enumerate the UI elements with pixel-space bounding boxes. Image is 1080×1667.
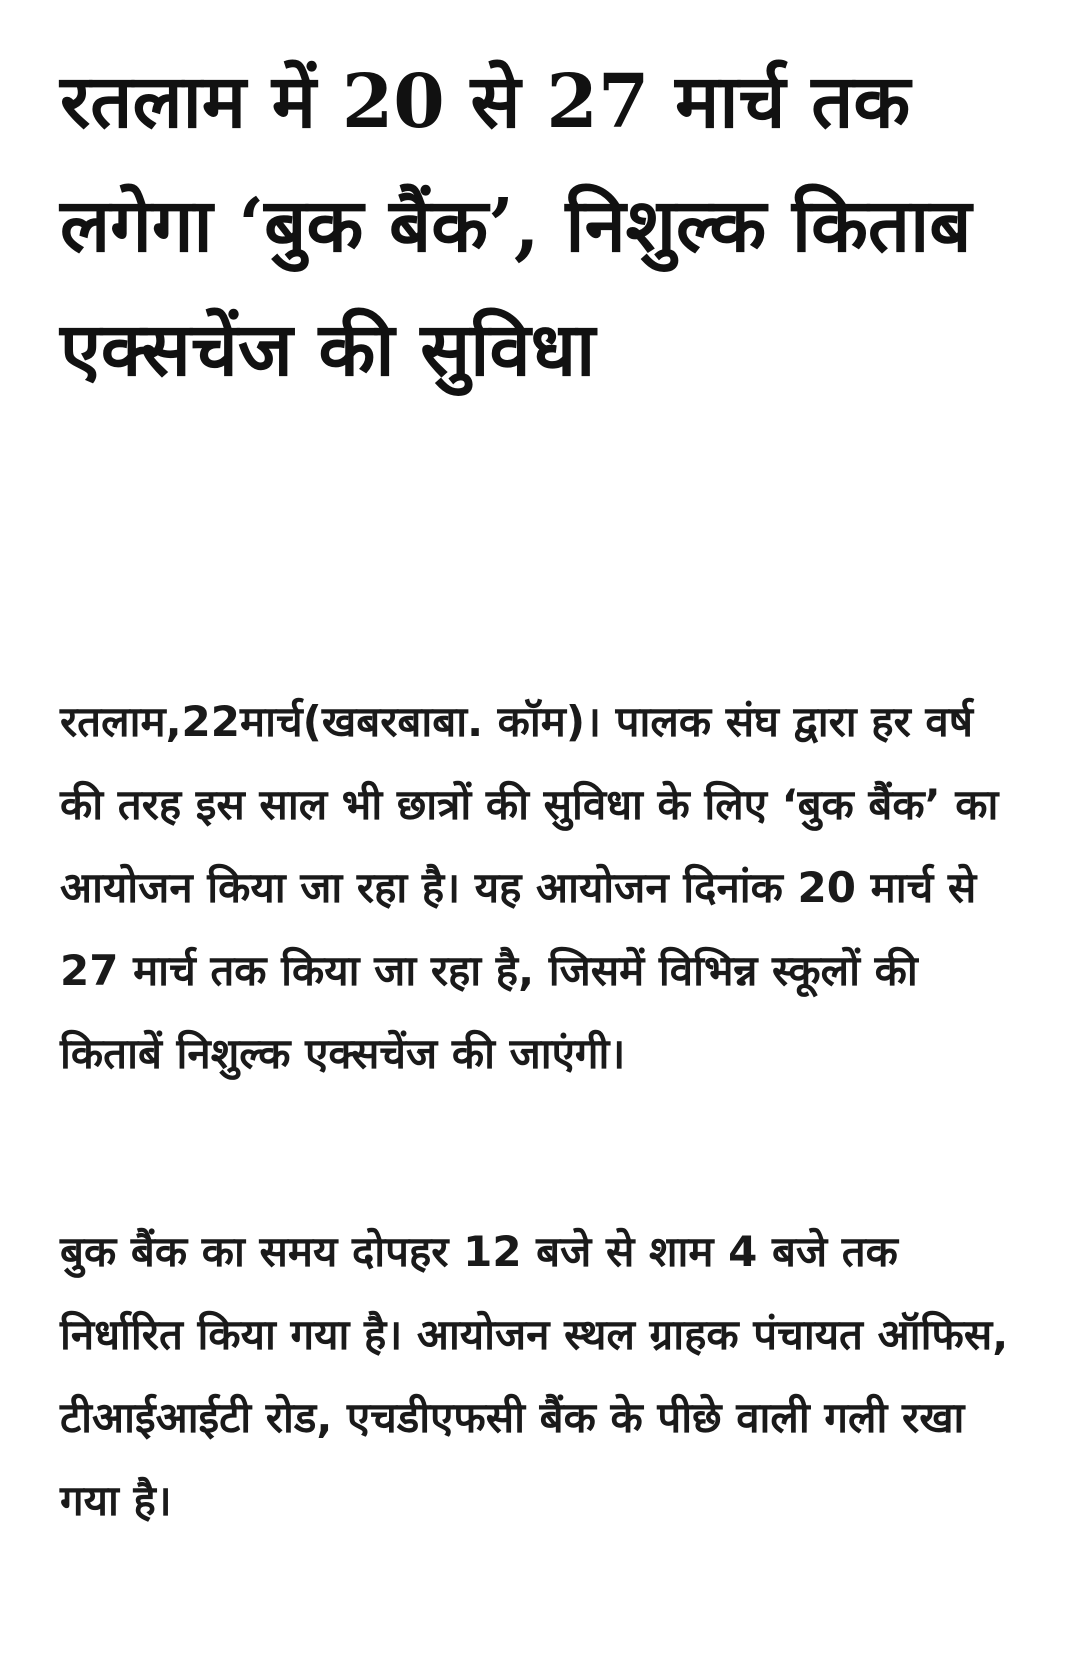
- news-article: [60, 40, 1020, 1525]
- article-paragraph-intro: रतलाम,22मार्च(खबरबाबा. कॉम)। पालक संघ द्वारा हर वर्ष की तरह इस साल भी छात्रों की सुविधा के लिए ‘बुक बैंक’ का आयोजन किया जा रहा है। यह आयोजन दिनांक 20 मार्च से 27 मार्च तक किया जा रहा है, जिसमें विभिन्न स्कूलों की किताबें निशुल्क एक्सचेंज की जाएंगी।: [60, 697, 999, 1078]
- article-paragraph-venue: बुक बैंक का समय दोपहर 12 बजे से शाम 4 बजे तक निर्धारित किया गया है। आयोजन स्थल ग्राहक पंचायत ऑफिस, टीआईआईटी रोड, एचडीएफसी बैंक के पीछे वाली गली रखा गया है।: [60, 1227, 1009, 1525]
- article-headline: रतलाम में 20 से 27 मार्च तक लगेगा ‘बुक बैंक’, निशुल्क किताब एक्सचेंज की सुविधा: [60, 59, 972, 393]
